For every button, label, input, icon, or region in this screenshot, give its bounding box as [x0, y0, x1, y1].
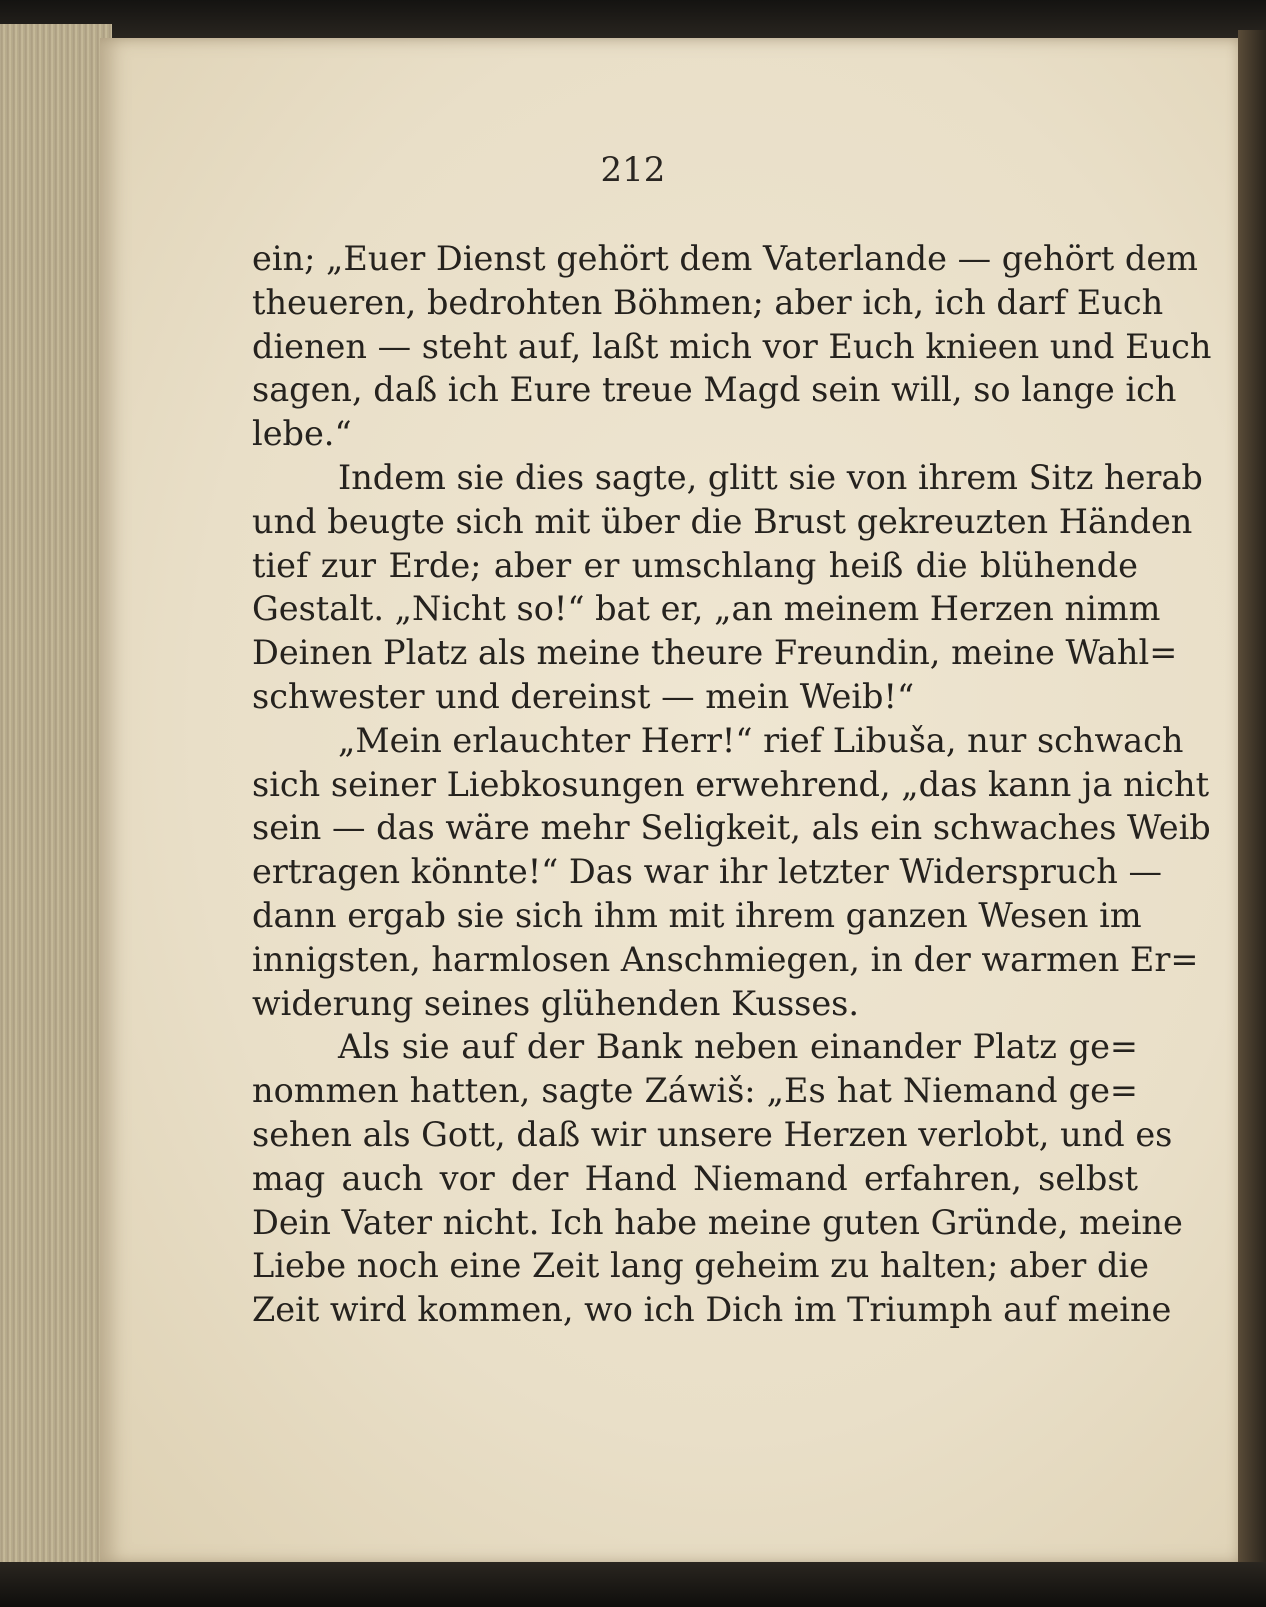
text-line: sich seiner Liebkosungen erwehrend, „das kann ja nicht [252, 764, 1210, 804]
text-line: dann ergab sie sich ihm mit ihrem ganzen Wesen im [252, 895, 1142, 935]
text-line: nommen hatten, sagte Záwiš: „Es hat Niemand ge= [252, 1071, 1138, 1111]
text-line: lebe.“ [252, 414, 352, 454]
page-edges [0, 24, 112, 1564]
page-number: 212 [600, 150, 666, 190]
book-cover-bottom [0, 1562, 1266, 1607]
text-line: theueren, bedrohten Böhmen; aber ich, ich darf Euch [252, 282, 1164, 322]
text-line: schwester und dereinst — mein Weib!“ [252, 676, 915, 716]
body-text [252, 237, 1212, 1332]
book-gutter [1238, 30, 1266, 1565]
text-line: ein; „Euer Dienst gehört dem Vaterlande — gehört dem [252, 239, 1198, 278]
text-line: sein — das wäre mehr Seligkeit, als ein schwaches Weib [252, 808, 1211, 848]
text-line: Dein Vater nicht. Ich habe meine guten Gründe, meine [252, 1202, 1183, 1242]
text-line: innigsten, harmlosen Anschmiegen, in der warmen Er= [252, 939, 1199, 979]
text-line: und beugte sich mit über die Brust gekreuzten Händen [252, 501, 1193, 541]
text-line: „Mein erlauchter Herr!“ rief Libuša, nur schwach [338, 720, 1184, 760]
text-line: Deinen Platz als meine theure Freundin, meine Wahl= [252, 633, 1178, 673]
text-line: sehen als Gott, daß wir unsere Herzen verlobt, und es [252, 1114, 1173, 1154]
text-line: Zeit wird kommen, wo ich Dich im Triumph auf meine [252, 1290, 1172, 1330]
text-line: Liebe noch eine Zeit lang geheim zu halten; aber die [252, 1246, 1149, 1286]
text-line: Als sie auf der Bank neben einander Platz ge= [338, 1027, 1138, 1067]
text-line: ertragen könnte!“ Das war ihr letzter Widerspruch — [252, 852, 1163, 892]
book-cover-top [0, 0, 1266, 40]
text-line: dienen — steht auf, laßt mich vor Euch knieen und Euch [252, 326, 1212, 366]
text-line: Indem sie dies sagte, glitt sie von ihrem Sitz herab [338, 457, 1203, 497]
text-line: mag auch vor der Hand Niemand erfahren, selbst [252, 1158, 1138, 1198]
text-line: tief zur Erde; aber er umschlang heiß die blühende [252, 545, 1138, 585]
text-line: sagen, daß ich Eure treue Magd sein will, so lange ich [252, 370, 1177, 410]
text-line: widerung seines glühenden Kusses. [252, 983, 860, 1023]
text-line: Gestalt. „Nicht so!“ bat er, „an meinem Herzen nimm [252, 589, 1161, 629]
